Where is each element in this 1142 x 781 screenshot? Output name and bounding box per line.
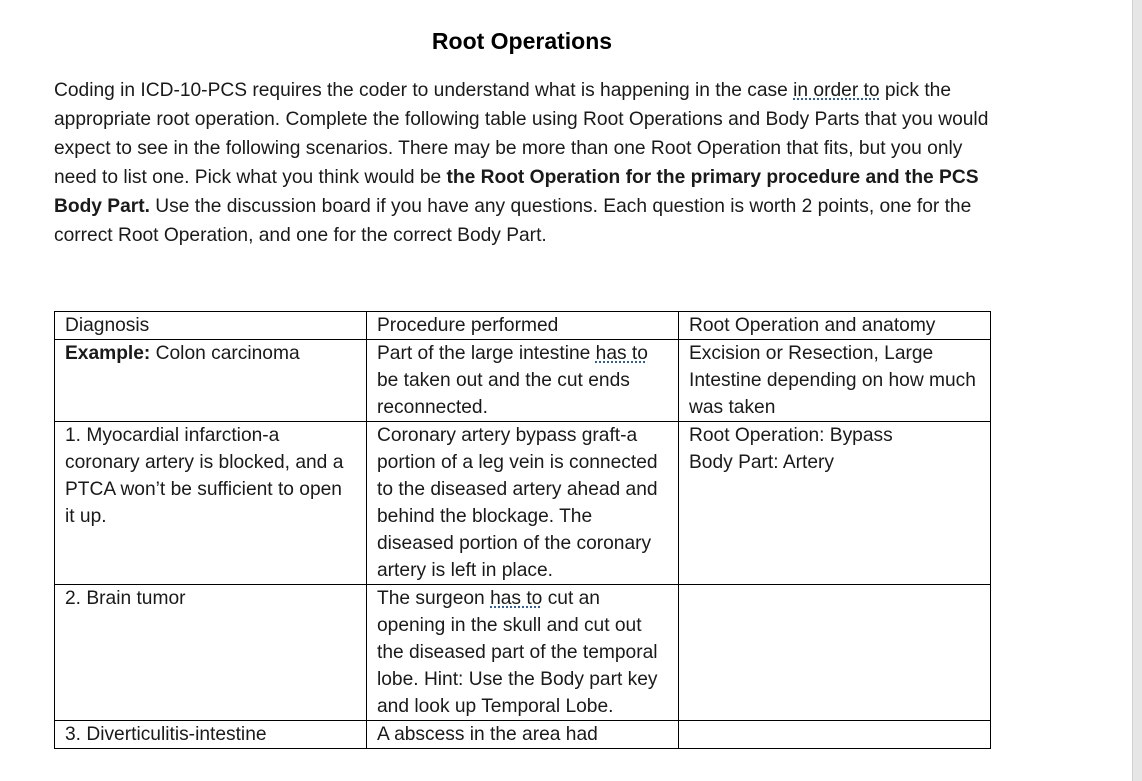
- scenarios-table: [54, 311, 991, 749]
- grammar-flagged-phrase[interactable]: in order to: [793, 80, 880, 101]
- header-diagnosis: Diagnosis: [55, 312, 367, 340]
- row2-diagnosis-cell[interactable]: 2. Brain tumor: [55, 585, 367, 721]
- row3-procedure-cell[interactable]: A abscess in the area had: [367, 721, 679, 749]
- example-diagnosis: Colon carcinoma: [150, 343, 300, 364]
- row2-procedure-cell[interactable]: [367, 585, 679, 721]
- example-procedure-cell[interactable]: [367, 340, 679, 422]
- row3-diagnosis-cell[interactable]: 3. Diverticulitis-intestine: [55, 721, 367, 749]
- instructions-paragraph: [54, 76, 999, 250]
- row2-procedure-text-2: cut an opening in the skull and cut out the diseased part of the temporal lobe. Hint: Use the Body part key and look up Temporal Lobe.: [377, 588, 658, 717]
- example-diagnosis-cell[interactable]: [55, 340, 367, 422]
- row1-answer-line1: Root Operation: Bypass: [689, 425, 893, 446]
- row3-answer-cell[interactable]: [679, 721, 991, 749]
- row2-answer-cell[interactable]: [679, 585, 991, 721]
- table-row-1: [55, 422, 991, 585]
- intro-text-1: Coding in ICD-10-PCS requires the coder to understand what is happening in the case: [54, 80, 794, 101]
- example-procedure-text-2: be taken out and the cut ends reconnected.: [377, 370, 630, 418]
- row1-answer-cell[interactable]: [679, 422, 991, 585]
- header-root-operation: Root Operation and anatomy: [679, 312, 991, 340]
- table-row-example: [55, 340, 991, 422]
- intro-bold-text: the Root Operation for the primary procedure and the PCS Body Part.: [54, 167, 979, 217]
- row2-procedure-text-1: The surgeon: [377, 588, 491, 609]
- intro-text-3: Use the discussion board if you have any questions. Each question is worth 2 points, one for the correct Root Operation, and one for the correct Body Part.: [54, 196, 972, 246]
- row1-answer-line2: Body Part: Artery: [689, 452, 835, 473]
- table-row-3: [55, 721, 991, 749]
- row1-diagnosis-cell[interactable]: 1. Myocardial infarction-a coronary artery is blocked, and a PTCA won’t be sufficient to open it up.: [55, 422, 367, 585]
- grammar-flagged-phrase[interactable]: has to: [595, 343, 648, 364]
- page-title: Root Operations: [431, 28, 613, 54]
- intro-text-2: pick the appropriate root operation. Complete the following table using Root Operations and Body Parts that you would expect to see in the following scenarios. There may be more than one Root Operation that fits, but you only need to list one. Pick what you think would be: [54, 80, 989, 188]
- row1-procedure-cell[interactable]: Coronary artery bypass graft-a portion of a leg vein is connected to the diseased artery ahead and behind the blockage. The diseased portion of the coronary artery is left in place.: [367, 422, 679, 585]
- example-procedure-text-1: Part of the large intestine: [377, 343, 596, 364]
- example-answer-cell[interactable]: Excision or Resection, Large Intestine depending on how much was taken: [679, 340, 991, 422]
- table-row-2: [55, 585, 991, 721]
- example-label: Example:: [65, 343, 151, 364]
- grammar-flagged-phrase[interactable]: has to: [490, 588, 543, 609]
- table-header-row: [55, 312, 991, 340]
- header-procedure: Procedure performed: [367, 312, 679, 340]
